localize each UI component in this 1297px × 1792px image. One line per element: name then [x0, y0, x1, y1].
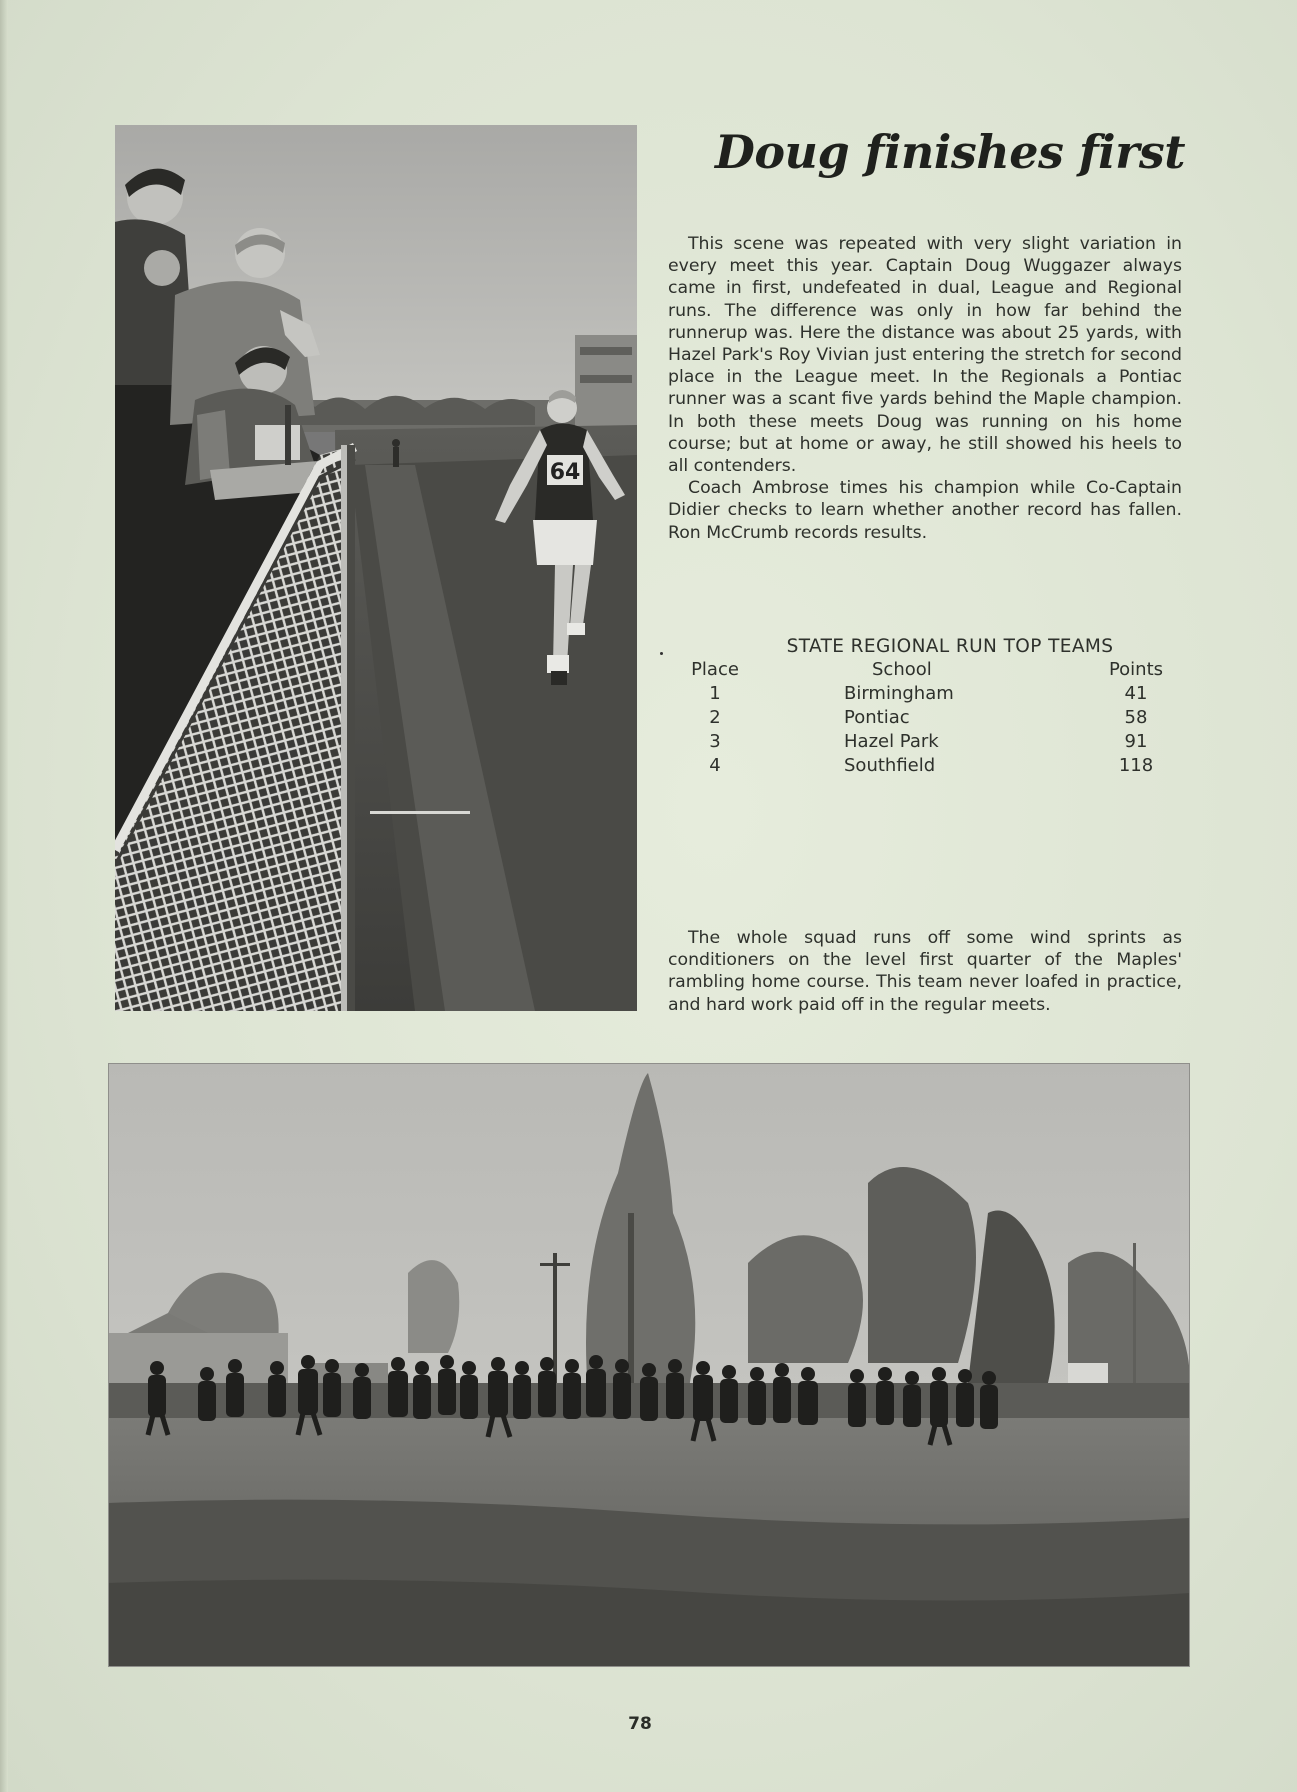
- cell-place: 2: [709, 707, 721, 728]
- cell-place: 4: [709, 755, 721, 776]
- squad-caption-text: The whole squad runs off some wind sprints as conditioners on the level first quarter of the Maples' rambling home course. This team never loafed in practice, and hard work paid off in the regular meets.: [668, 928, 1182, 1015]
- article-paragraph-1: This scene was repeated with very slight variation in every meet this year. Captain Doug Wuggazer always came in first, undefeated in dual, League and Regional runs. The difference was only in how far behind the runnerup was. Here the distance was about 25 yards, with Hazel Park's Roy Vivian just entering the stretch for second place in the League meet. In the Regionals a Pontiac runner was a scant five yards behind the Maple champion. In both these meets Doug was running on his home course; but at home or away, he still showed his heels to all contenders.: [668, 234, 1182, 477]
- cell-school: Hazel Park: [844, 731, 939, 752]
- cell-points: 118: [1118, 755, 1154, 776]
- cell-points: 58: [1124, 707, 1148, 728]
- cell-school: Birmingham: [844, 683, 954, 704]
- table-row: [684, 706, 1176, 730]
- cell-place: 1: [709, 683, 721, 704]
- cell-points: 91: [1124, 731, 1148, 752]
- results-table-grid: [684, 658, 1176, 778]
- results-table-title: STATE REGIONAL RUN TOP TEAMS: [786, 636, 1114, 657]
- table-row: [684, 682, 1176, 706]
- header-place: Place: [691, 659, 739, 680]
- runner-bib-number: 64: [549, 460, 581, 485]
- main-article-text: [668, 233, 1182, 544]
- squad-photo-caption: [668, 927, 1182, 1016]
- table-row: [684, 730, 1176, 754]
- stray-dot: [660, 652, 663, 655]
- header-points: Points: [1108, 659, 1164, 680]
- page-number: 78: [628, 1714, 652, 1734]
- table-row: [684, 754, 1176, 778]
- squad-sprints-photo-image: [108, 1063, 1190, 1667]
- runner-finish-photo: [115, 125, 637, 1011]
- results-header-row: [684, 658, 1176, 682]
- cell-place: 3: [709, 731, 721, 752]
- squad-sprints-photo: [108, 1063, 1190, 1667]
- headline: Doug finishes first: [714, 125, 1186, 179]
- binding-edge: [0, 0, 8, 1792]
- results-table: [684, 636, 1176, 778]
- cell-school: Pontiac: [844, 707, 910, 728]
- runner-finish-photo-image: [115, 125, 637, 1011]
- header-school: School: [872, 659, 932, 680]
- cell-school: Southfield: [844, 755, 936, 776]
- cell-points: 41: [1124, 683, 1148, 704]
- article-paragraph-2: Coach Ambrose times his champion while Co-Captain Didier checks to learn whether another record has fallen. Ron McCrumb records results.: [668, 478, 1182, 543]
